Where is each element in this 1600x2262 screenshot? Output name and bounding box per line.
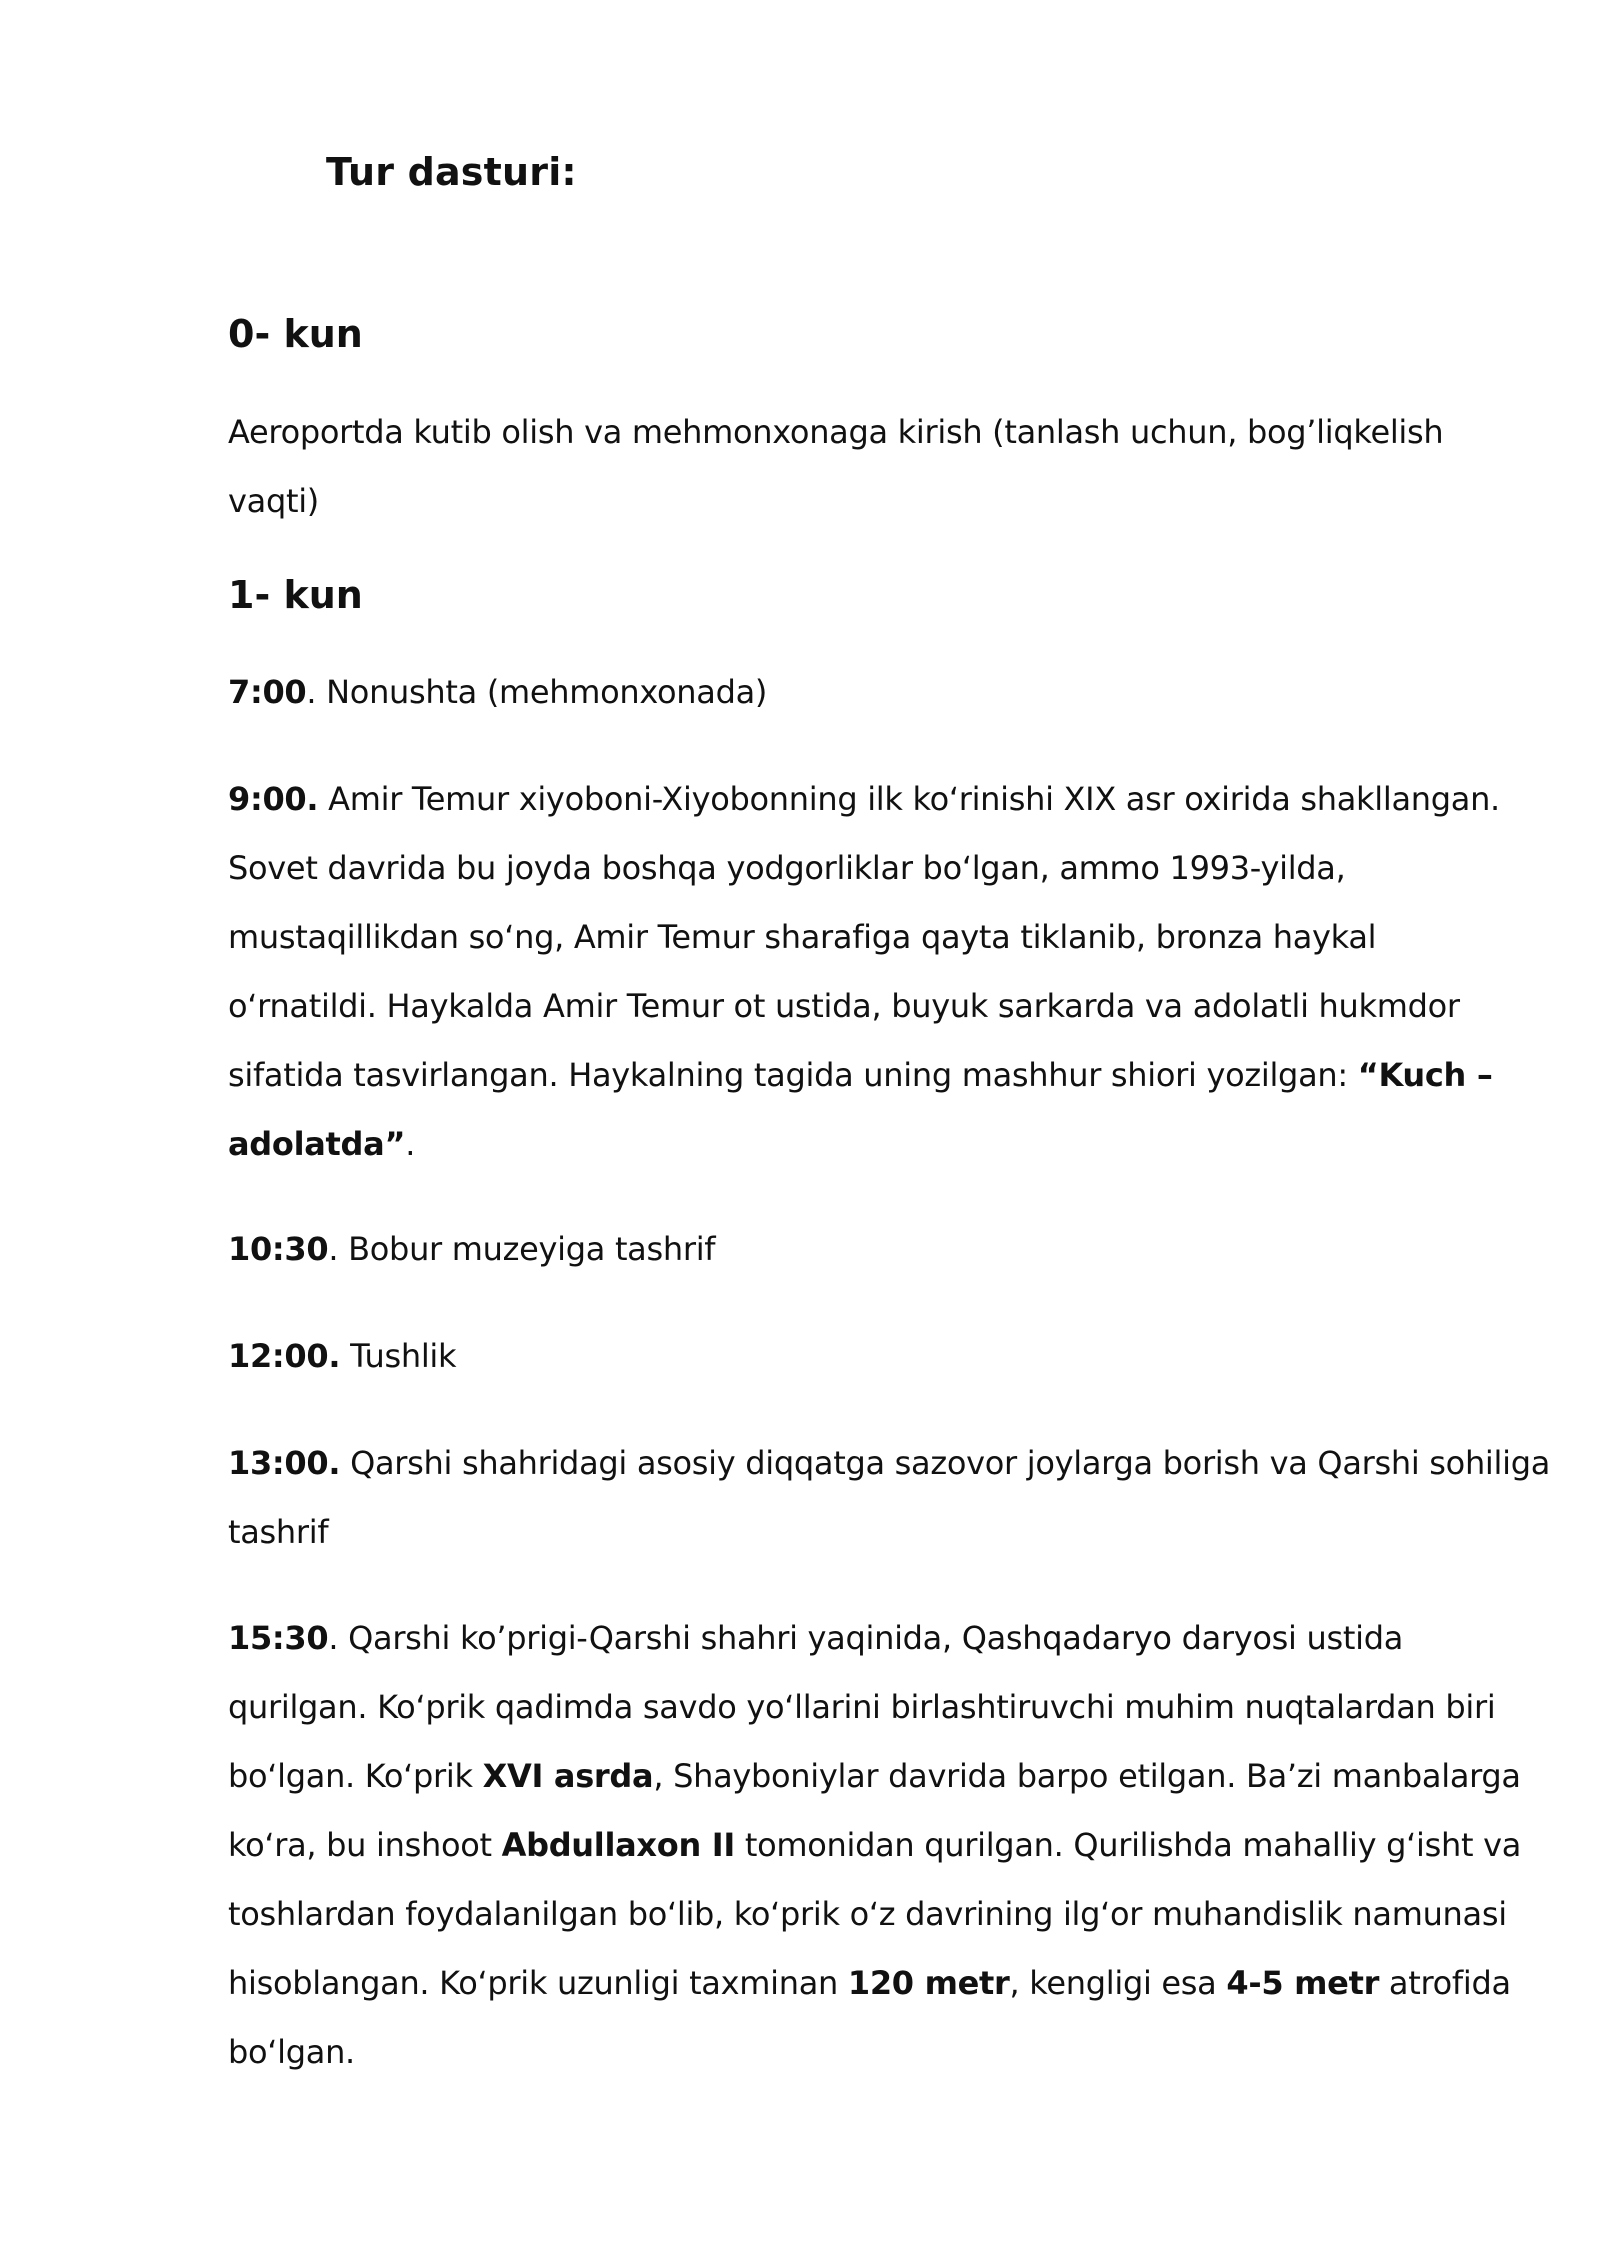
item-text-line-1: Qarshi shahridagi asosiy diqqatga sazovor joylarga borish va Qarshi sohiliga (350, 1444, 1551, 1482)
item-text: Bobur muzeyiga tashrif (348, 1230, 716, 1268)
item-text: Tushlik (350, 1337, 457, 1375)
item-text-line-7: boʻlgan. (228, 2033, 355, 2071)
item-time: 12:00. (228, 1337, 341, 1375)
item-separator: . (328, 1230, 339, 1268)
day-0-intro-line-2: vaqti) (228, 482, 319, 520)
item-text-line-6a: hisoblangan. Koʻprik uzunligi taxminan (228, 1964, 848, 2002)
width-highlight: 4-5 metr (1226, 1964, 1380, 2002)
item-time: 13:00. (228, 1444, 341, 1482)
item-text-line-3c: , Shayboniylar davrida barpo etilgan. Ba’zi manbalarga (653, 1757, 1521, 1795)
item-text-line-1: Qarshi ko’prigi-Qarshi shahri yaqinida, Qashqadaryo daryosi ustida (348, 1619, 1404, 1657)
day-0-intro-line-1: Aeroportda kutib olish va mehmonxonaga kirish (tanlash uchun, bog’liqkelish (228, 413, 1444, 451)
century-highlight: XVI asrda (482, 1757, 654, 1795)
item-text-line-5: toshlardan foydalanilgan boʻlib, koʻprik oʻz davrining ilgʻor muhandislik namunasi (228, 1895, 1507, 1933)
schedule-item-1030 (228, 1215, 1528, 1284)
slogan-quote-part-1: “Kuch – (1357, 1056, 1493, 1094)
length-highlight: 120 metr (847, 1964, 1010, 2002)
schedule-item-0700 (228, 658, 1528, 727)
item-text: Nonushta (mehmonxonada) (326, 673, 768, 711)
day-0-heading: 0- kun (228, 312, 363, 356)
slogan-quote-part-2: adolatda” (228, 1125, 406, 1163)
item-text-line-4: oʻrnatildi. Haykalda Amir Temur ot ustida, buyuk sarkarda va adolatli hukmdor (228, 987, 1460, 1025)
item-separator: . (328, 1619, 339, 1657)
item-text-line-4c: tomonidan qurilgan. Qurilishda mahalliy gʻisht va (734, 1826, 1522, 1864)
page-title: Tur dasturi: (326, 150, 577, 194)
item-time: 10:30 (228, 1230, 329, 1268)
item-text-line-6e: atrofida (1379, 1964, 1511, 2002)
item-time: 15:30 (228, 1619, 329, 1657)
ruler-highlight: Abdullaxon II (501, 1826, 735, 1864)
item-text-line-2: tashrif (228, 1513, 329, 1551)
item-text-line-2: Sovet davrida bu joyda boshqa yodgorliklar boʻlgan, ammo 1993-yilda, (228, 849, 1346, 887)
item-text-line-4a: koʻra, bu inshoot (228, 1826, 502, 1864)
slogan-quote-end: . (405, 1125, 416, 1163)
schedule-item-0900 (228, 765, 1528, 1179)
item-text-line-5: sifatida tasvirlangan. Haykalning tagida uning mashhur shiori yozilgan: (228, 1056, 1348, 1094)
item-text-line-2: qurilgan. Koʻprik qadimda savdo yoʻllarini birlashtiruvchi muhim nuqtalardan biri (228, 1688, 1496, 1726)
schedule-item-1300 (228, 1429, 1551, 1567)
item-time: 7:00 (228, 673, 307, 711)
item-text-line-1: Amir Temur xiyoboni-Xiyobonning ilk koʻrinishi XIX asr oxirida shakllangan. (328, 780, 1500, 818)
item-separator: . (306, 673, 317, 711)
item-text-line-6c: , kengligi esa (1009, 1964, 1227, 2002)
day-1-heading: 1- kun (228, 573, 363, 617)
day-0-intro (228, 398, 1528, 536)
item-text-line-3a: boʻlgan. Koʻprik (228, 1757, 483, 1795)
item-time: 9:00. (228, 780, 319, 818)
item-text-line-3: mustaqillikdan soʻng, Amir Temur sharafiga qayta tiklanib, bronza haykal (228, 918, 1377, 956)
schedule-item-1530 (228, 1604, 1528, 2087)
schedule-item-1200 (228, 1322, 1528, 1391)
